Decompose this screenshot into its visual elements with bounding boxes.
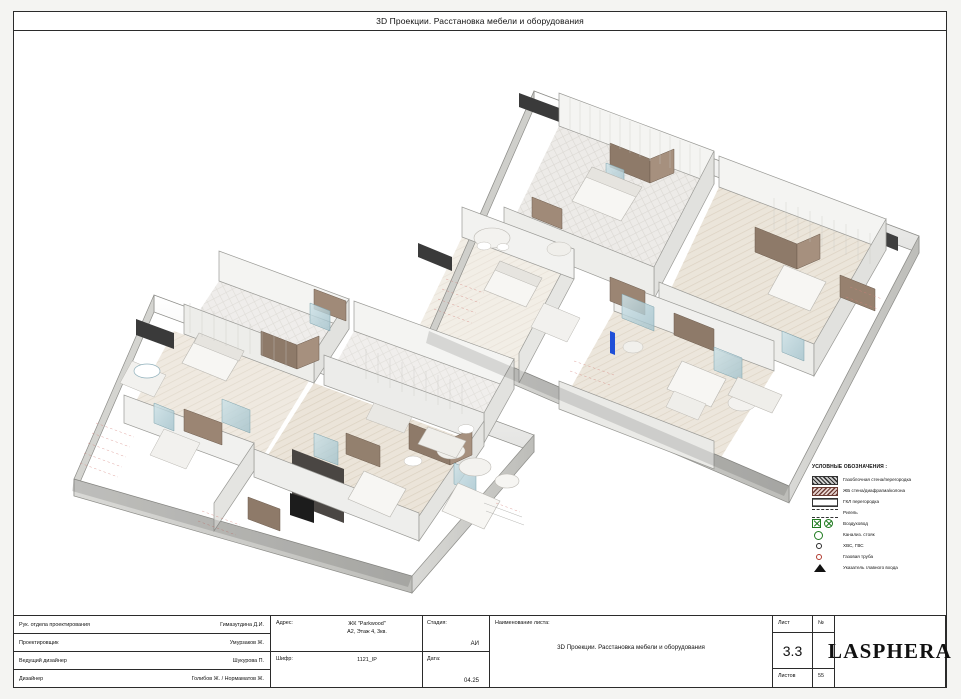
legend-item-label: Газоблочная стена/перегородка xyxy=(843,476,912,482)
address-line-2: А2, Этаж 4, 3кв. xyxy=(347,629,387,636)
sheet-no-label: № xyxy=(818,620,824,626)
legend-item xyxy=(812,507,938,518)
title-block-sheet-name xyxy=(490,616,773,687)
address-label: Адрес: xyxy=(276,620,293,626)
sewer-riser-icon xyxy=(812,530,838,539)
sheet-name-value: 3D Проекции. Расстановка мебели и оборудования xyxy=(557,644,705,651)
legend-item xyxy=(812,518,938,529)
stage-value: АИ xyxy=(470,641,479,647)
gas-pipe-icon xyxy=(812,552,838,561)
page-title: 3D Проекции. Расстановка мебели и оборудования xyxy=(376,16,584,26)
legend-item xyxy=(812,474,938,485)
title-block-role-row xyxy=(14,616,270,634)
duct-icon xyxy=(812,519,838,528)
legend-item-label: Газовая труба xyxy=(843,553,874,559)
title-block-roles xyxy=(14,616,271,687)
code-row xyxy=(271,652,422,688)
main-entrance-icon xyxy=(812,563,838,572)
date-value: 04.25 xyxy=(463,678,479,684)
legend-item-label: ХВС, ГВС xyxy=(843,542,864,548)
stage-label: Стадия: xyxy=(427,620,447,626)
role-label: Ведущий дизайнер xyxy=(19,657,67,664)
title-block-sheet-number xyxy=(773,616,835,687)
address-value xyxy=(312,616,422,651)
title-block-logo xyxy=(828,616,952,687)
title-block-stage xyxy=(423,616,490,687)
legend-item xyxy=(812,485,938,496)
sheet-total-label: Листов xyxy=(778,673,796,679)
address-row xyxy=(271,616,422,652)
sheet-title-strip xyxy=(14,12,946,31)
role-label: Рук. отдела проектирования xyxy=(19,621,90,628)
role-label: Дизайнер xyxy=(19,676,44,682)
legend-item xyxy=(812,562,938,573)
legend-item xyxy=(812,540,938,551)
role-label: Проектировщик xyxy=(19,639,59,646)
role-person: Шукурова П. xyxy=(232,657,264,664)
legend-item-label: ЖБ стена/диафрагма/колона xyxy=(843,487,906,493)
title-block-role-row xyxy=(14,670,270,688)
sheet-no-value xyxy=(813,633,834,669)
water-pipe-icon xyxy=(812,541,838,550)
hatch-diagonal-dark-icon xyxy=(812,475,838,484)
sheet-number-value: 3.3 xyxy=(773,633,812,669)
title-block-address xyxy=(271,616,423,687)
date-label: Дата: xyxy=(427,656,441,662)
legend-item-label: Воздуховод xyxy=(843,520,868,526)
role-person: Умурзаков Ж. xyxy=(229,639,264,646)
legend-item-label: Ригель xyxy=(843,509,858,515)
legend-item xyxy=(812,529,938,540)
legend-item-label: ГКЛ перегородка xyxy=(843,498,880,504)
role-person: Гимазутдина Д.И. xyxy=(220,621,264,628)
sheet-total-value: 55 xyxy=(818,673,824,679)
legend-item-label: Указатель главного входа xyxy=(843,564,898,570)
legend-item xyxy=(812,551,938,562)
legend xyxy=(812,464,938,573)
code-value: 1121_IP xyxy=(357,657,377,663)
legend-item-label: Канализ. стояк xyxy=(843,531,875,537)
title-block-role-row xyxy=(14,652,270,670)
sheet-name-label: Наименование листа: xyxy=(495,620,550,626)
drawing-canvas xyxy=(14,31,946,616)
hatch-diagonal-red-icon xyxy=(812,486,838,495)
company-logo: LASPHERA xyxy=(828,639,952,663)
address-line-1: ЖК "Parkwood" xyxy=(348,621,386,627)
beam-dashed-icon xyxy=(812,508,838,517)
title-block xyxy=(14,615,952,687)
code-label: Шифр: xyxy=(276,656,293,662)
title-block-role-row xyxy=(14,634,270,652)
date-row xyxy=(423,652,489,688)
sheet-frame xyxy=(13,11,952,688)
stage-row xyxy=(423,616,489,652)
role-person: Голибов Ж. / Нормаматов Ж. xyxy=(191,676,264,682)
gypsum-partition-icon xyxy=(812,497,838,506)
legend-item xyxy=(812,496,938,507)
legend-title: УСЛОВНЫЕ ОБОЗНАЧЕНИЯ : xyxy=(812,464,888,470)
sheet-list-label: Лист xyxy=(778,620,790,626)
